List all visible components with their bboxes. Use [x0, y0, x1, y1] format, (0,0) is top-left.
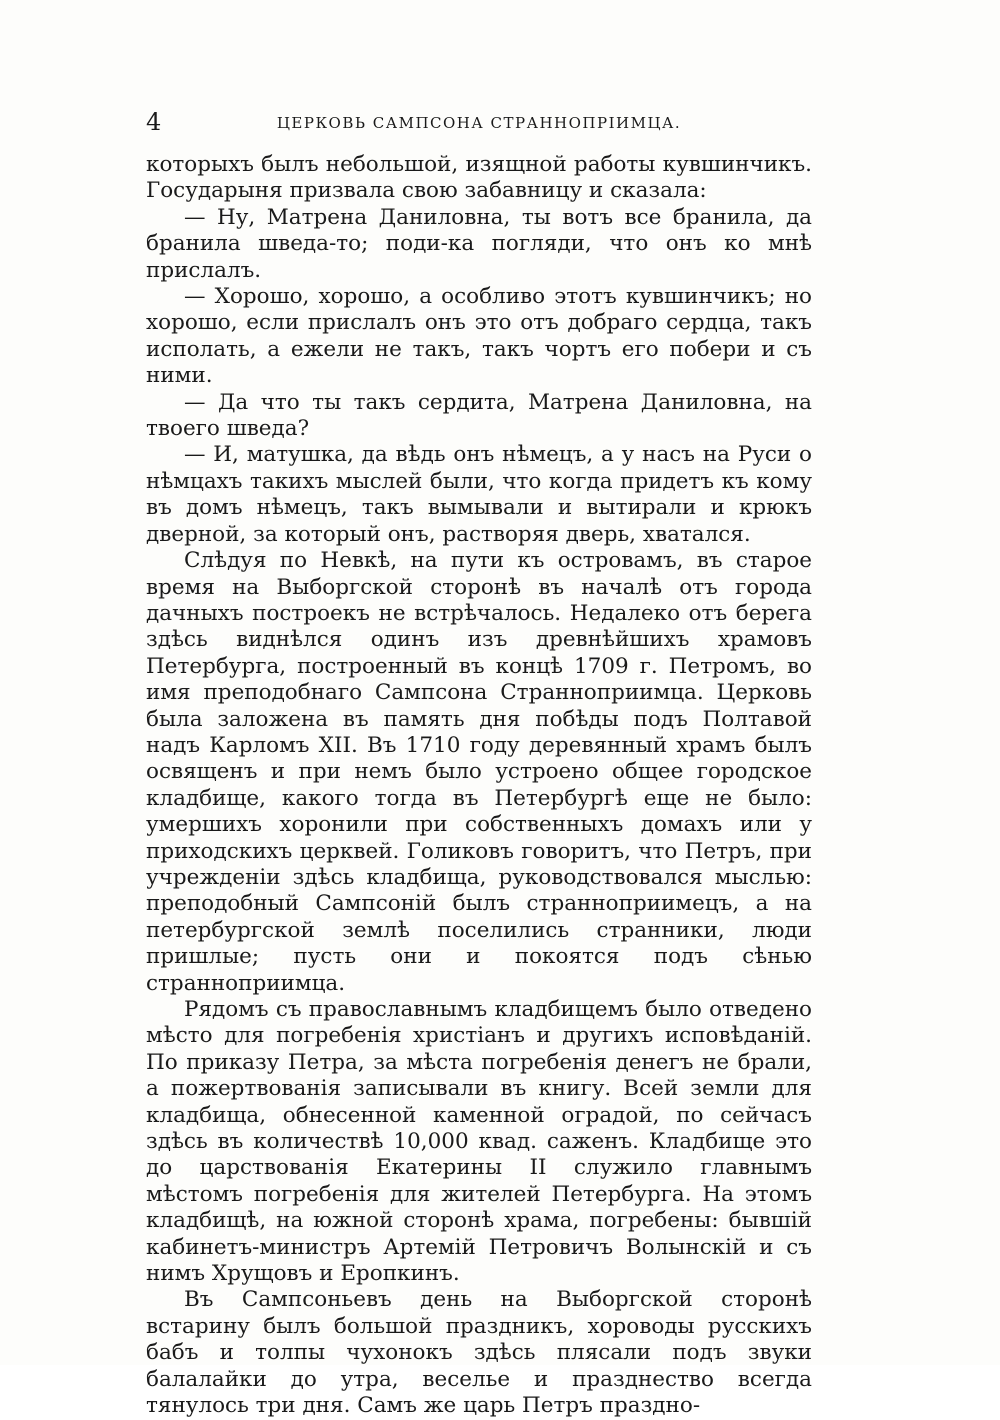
paragraph-dialogue: — Да что ты такъ сердита, Матрена Даниловна, на твоего шведа? — [146, 389, 812, 442]
paragraph-continuation: которыхъ былъ небольшой, изящной работы кувшинчикъ. Государыня призвала свою забавницу и сказала: — [146, 152, 812, 204]
paragraph-dialogue: — Хорошо, хорошо, а особливо этотъ кувшинчикъ; но хорошо, если прислалъ онъ это отъ добраго сердца, такъ исполать, а ежели не такъ, такъ чортъ его побери и съ ними. — [146, 284, 812, 389]
paragraph-dialogue: — И, матушка, да вѣдь онъ нѣмецъ, а у насъ на Руси о нѣмцахъ такихъ мыслей были, что когда придетъ къ кому въ домъ нѣмецъ, такъ вымывали и вытирали и крюкъ дверной, за который онъ, растворяя дверь, хватался. — [146, 442, 812, 547]
paragraph: Въ Сампсоньевъ день на Выборгской сторонѣ встарину былъ большой праздникъ, хороводы русскихъ бабъ и толпы чухонокъ здѣсь плясали подъ звуки балалайки до утра, веселье и празднество всегда тянулось три дня. Самъ же царь Петръ праздно- — [146, 1287, 812, 1419]
paragraph: Слѣдуя по Невкѣ, на пути къ островамъ, въ старое время на Выборгской сторонѣ въ началѣ отъ города дачныхъ построекъ не встрѣчалось. Недалеко отъ берега здѣсь виднѣлся одинъ изъ древнѣйшихъ храмовъ Петербурга, построенный въ концѣ 1709 г. Петромъ, во имя преподобнаго Сампсона Странноприимца. Церковь была заложена въ память дня побѣды подъ Полтавой надъ Карломъ XII. Въ 1710 году деревянный храмъ былъ освященъ и при немъ было устроено общее городское кладбище, какого тогда въ Петербургѣ еще не было: умершихъ хоронили при собственныхъ домахъ или у приходскихъ церквей. Голиковъ говоритъ, что Петръ, при учрежденіи здѣсь кладбища, руководствовался мыслью: преподобный Сампсоній былъ странноприимецъ, а на петербургской землѣ поселились странники, люди пришлые; пусть они и покоятся подъ сѣнью странноприимца. — [146, 548, 812, 996]
running-title: ЦЕРКОВЬ САМПСОНА СТРАННОПРІИМЦА. — [276, 114, 682, 132]
paragraph: Рядомъ съ православнымъ кладбищемъ было отведено мѣсто для погребенія христіанъ и другихъ исповѣданій. По приказу Петра, за мѣста погребенія денегъ не брали, а пожертвованія записывали въ книгу. Всей земли для кладбища, обнесенной каменной оградой, по сейчасъ здѣсь въ количествѣ 10,000 квад. саженъ. Кладбище это до царствованія Екатерины II служило главнымъ мѣстомъ погребенія для жителей Петербурга. На этомъ кладбищѣ, на южной сторонѣ храма, погребены: бывшій кабинетъ-министръ Артемій Петровичъ Волынскій и съ нимъ Хрущовъ и Еропкинъ. — [146, 997, 812, 1287]
body-text — [146, 152, 812, 1420]
running-head — [146, 108, 812, 138]
page-number: 4 — [146, 108, 162, 136]
paragraph-dialogue: — Ну, Матрена Даниловна, ты вотъ все бранила, да бранила шведа-то; поди-ка погляди, что онъ ко мнѣ прислалъ. — [146, 204, 812, 283]
